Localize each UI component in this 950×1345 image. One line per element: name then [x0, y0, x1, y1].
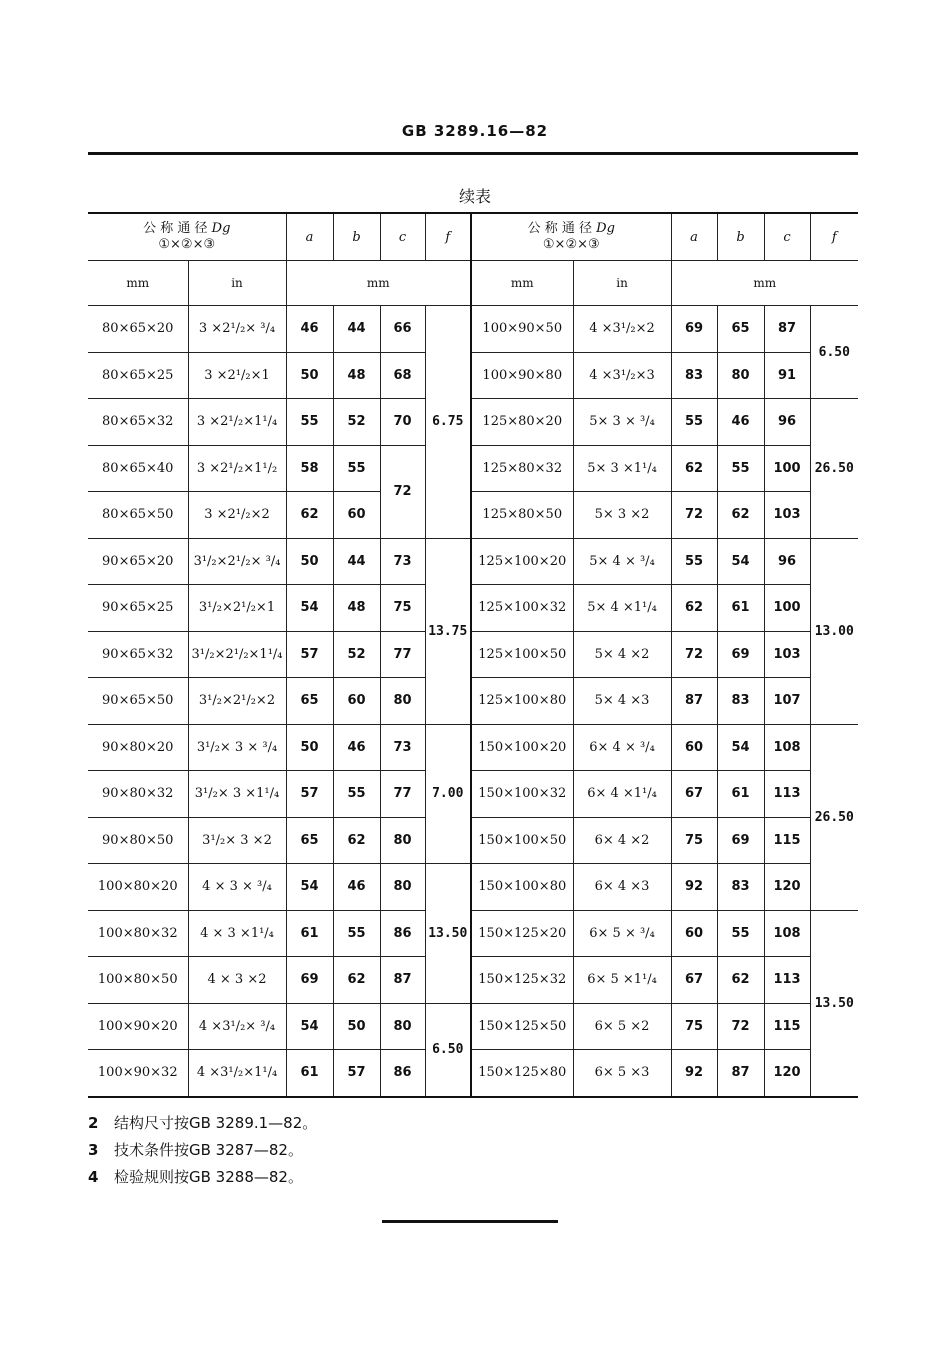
size-in: 4 ×3¹/₂×2 — [573, 306, 671, 353]
value-c: 80 — [380, 864, 425, 911]
size-in: 6× 5 × ³/₄ — [573, 910, 671, 957]
size-in: 5× 3 × ³/₄ — [573, 399, 671, 446]
value-b: 55 — [333, 910, 380, 957]
size-mm: 90×80×20 — [88, 724, 188, 771]
value-a: 58 — [286, 445, 333, 492]
table-row — [88, 771, 858, 818]
value-b: 57 — [333, 1050, 380, 1097]
value-a: 60 — [671, 724, 717, 771]
dg-symbol: Dg — [211, 221, 231, 236]
value-a: 87 — [671, 678, 717, 725]
size-in: 4 × 3 ×1¹/₄ — [188, 910, 286, 957]
note-item — [88, 1164, 317, 1191]
size-in: 5× 4 × ³/₄ — [573, 538, 671, 585]
size-in: 6× 4 ×3 — [573, 864, 671, 911]
size-in: 4 ×3¹/₂×3 — [573, 352, 671, 399]
size-in: 3 ×2¹/₂× ³/₄ — [188, 306, 286, 353]
size-mm: 150×125×50 — [471, 1003, 573, 1050]
dg-subscript: ①×②×③ — [158, 237, 216, 252]
size-in: 5× 3 ×2 — [573, 492, 671, 539]
table-row — [88, 352, 858, 399]
size-mm: 100×80×50 — [88, 957, 188, 1004]
value-c: 86 — [380, 1050, 425, 1097]
value-a: 61 — [286, 1050, 333, 1097]
value-a: 67 — [671, 771, 717, 818]
size-in: 3¹/₂× 3 ×2 — [188, 817, 286, 864]
value-c: 80 — [380, 678, 425, 725]
size-mm: 80×65×40 — [88, 445, 188, 492]
size-mm: 150×125×80 — [471, 1050, 573, 1097]
value-a: 65 — [286, 817, 333, 864]
value-b: 55 — [333, 771, 380, 818]
table-row — [88, 492, 858, 539]
unit-row — [88, 261, 858, 306]
value-b: 61 — [717, 585, 764, 632]
value-b: 62 — [333, 957, 380, 1004]
value-a: 67 — [671, 957, 717, 1004]
value-a: 57 — [286, 631, 333, 678]
value-a: 92 — [671, 864, 717, 911]
value-b: 62 — [333, 817, 380, 864]
document-header: GB 3289.16—82 — [401, 122, 549, 140]
value-c: 96 — [764, 399, 810, 446]
value-f: 7.00 — [425, 724, 471, 864]
table-row — [88, 957, 858, 1004]
size-in: 3¹/₂×2¹/₂×2 — [188, 678, 286, 725]
value-a: 92 — [671, 1050, 717, 1097]
value-f: 6.50 — [810, 306, 858, 399]
value-b: 54 — [717, 538, 764, 585]
value-a: 60 — [671, 910, 717, 957]
size-in: 4 ×3¹/₂× ³/₄ — [188, 1003, 286, 1050]
dg-label: 公 称 通 径 — [527, 221, 593, 236]
value-c: 87 — [380, 957, 425, 1004]
value-b: 55 — [333, 445, 380, 492]
value-f: 13.50 — [810, 910, 858, 1097]
value-b: 52 — [333, 399, 380, 446]
table-row — [88, 1050, 858, 1097]
size-in: 5× 3 ×1¹/₄ — [573, 445, 671, 492]
value-a: 46 — [286, 306, 333, 353]
table-caption: 续表 — [458, 187, 491, 206]
note-item — [88, 1137, 317, 1164]
note-item — [88, 1110, 317, 1137]
value-a: 75 — [671, 817, 717, 864]
value-b: 55 — [717, 445, 764, 492]
size-mm: 90×80×50 — [88, 817, 188, 864]
col-b-header: b — [717, 213, 764, 261]
table-row — [88, 445, 858, 492]
dimension-table — [88, 212, 858, 1098]
left-dg-header — [88, 213, 286, 261]
size-in: 6× 5 ×2 — [573, 1003, 671, 1050]
value-a: 62 — [671, 445, 717, 492]
size-in: 3 ×2¹/₂×1¹/₄ — [188, 399, 286, 446]
dg-symbol: Dg — [596, 221, 615, 236]
size-in: 5× 4 ×3 — [573, 678, 671, 725]
table-row — [88, 910, 858, 957]
value-f: 6.50 — [425, 1003, 471, 1097]
size-in: 5× 4 ×1¹/₄ — [573, 585, 671, 632]
col-c-header: c — [764, 213, 810, 261]
value-c: 73 — [380, 724, 425, 771]
value-b: 48 — [333, 585, 380, 632]
value-b: 52 — [333, 631, 380, 678]
size-in: 5× 4 ×2 — [573, 631, 671, 678]
size-mm: 90×65×20 — [88, 538, 188, 585]
size-in: 6× 5 ×3 — [573, 1050, 671, 1097]
value-c: 86 — [380, 910, 425, 957]
col-c-header: c — [380, 213, 425, 261]
col-f-header: f — [810, 213, 858, 261]
value-b: 48 — [333, 352, 380, 399]
size-mm: 150×125×20 — [471, 910, 573, 957]
right-dg-header — [471, 213, 671, 261]
value-a: 57 — [286, 771, 333, 818]
value-f: 13.75 — [425, 538, 471, 724]
value-a: 83 — [671, 352, 717, 399]
size-mm: 80×65×50 — [88, 492, 188, 539]
table-row — [88, 724, 858, 771]
value-c: 108 — [764, 724, 810, 771]
value-a: 65 — [286, 678, 333, 725]
value-b: 72 — [717, 1003, 764, 1050]
size-mm: 125×100×80 — [471, 678, 573, 725]
table-row — [88, 585, 858, 632]
table-row — [88, 399, 858, 446]
value-b: 50 — [333, 1003, 380, 1050]
unit-mm-dims: mm — [671, 261, 858, 306]
value-f: 6.75 — [425, 306, 471, 539]
dg-subscript: ①×②×③ — [542, 237, 600, 252]
size-in: 3 ×2¹/₂×2 — [188, 492, 286, 539]
size-mm: 125×80×50 — [471, 492, 573, 539]
size-mm: 125×80×32 — [471, 445, 573, 492]
value-a: 75 — [671, 1003, 717, 1050]
table-row — [88, 631, 858, 678]
value-a: 69 — [671, 306, 717, 353]
value-a: 50 — [286, 352, 333, 399]
size-in: 6× 4 × ³/₄ — [573, 724, 671, 771]
value-a: 62 — [286, 492, 333, 539]
value-b: 60 — [333, 678, 380, 725]
value-c: 80 — [380, 817, 425, 864]
value-b: 60 — [333, 492, 380, 539]
value-c: 100 — [764, 445, 810, 492]
header-rule — [88, 152, 858, 155]
value-c: 120 — [764, 864, 810, 911]
value-f: 13.50 — [425, 864, 471, 1004]
size-in: 4 × 3 × ³/₄ — [188, 864, 286, 911]
value-b: 44 — [333, 538, 380, 585]
value-a: 54 — [286, 864, 333, 911]
value-c: 120 — [764, 1050, 810, 1097]
value-c: 77 — [380, 631, 425, 678]
value-b: 54 — [717, 724, 764, 771]
size-in: 3 ×2¹/₂×1 — [188, 352, 286, 399]
value-c: 113 — [764, 771, 810, 818]
size-in: 3¹/₂×2¹/₂×1 — [188, 585, 286, 632]
unit-mm: mm — [471, 261, 573, 306]
value-a: 62 — [671, 585, 717, 632]
size-mm: 150×100×32 — [471, 771, 573, 818]
value-b: 65 — [717, 306, 764, 353]
value-c: 108 — [764, 910, 810, 957]
table-row — [88, 817, 858, 864]
header-row — [88, 213, 858, 261]
size-in: 6× 5 ×1¹/₄ — [573, 957, 671, 1004]
size-in: 6× 4 ×2 — [573, 817, 671, 864]
note-number: 3 — [88, 1141, 99, 1159]
value-c: 73 — [380, 538, 425, 585]
value-a: 55 — [286, 399, 333, 446]
value-b: 69 — [717, 631, 764, 678]
value-a: 55 — [671, 538, 717, 585]
value-c: 100 — [764, 585, 810, 632]
value-a: 54 — [286, 1003, 333, 1050]
size-mm: 100×90×80 — [471, 352, 573, 399]
size-mm: 80×65×25 — [88, 352, 188, 399]
value-c: 91 — [764, 352, 810, 399]
size-mm: 125×80×20 — [471, 399, 573, 446]
size-in: 3¹/₂×2¹/₂× ³/₄ — [188, 538, 286, 585]
size-mm: 80×65×32 — [88, 399, 188, 446]
table-row — [88, 678, 858, 725]
col-a-header: a — [671, 213, 717, 261]
value-b: 46 — [333, 864, 380, 911]
size-mm: 150×125×32 — [471, 957, 573, 1004]
value-c: 75 — [380, 585, 425, 632]
size-mm: 100×80×32 — [88, 910, 188, 957]
value-c: 70 — [380, 399, 425, 446]
value-b: 44 — [333, 306, 380, 353]
note-number: 2 — [88, 1114, 99, 1132]
size-mm: 125×100×50 — [471, 631, 573, 678]
value-c: 113 — [764, 957, 810, 1004]
value-a: 72 — [671, 492, 717, 539]
value-b: 83 — [717, 864, 764, 911]
size-mm: 100×90×20 — [88, 1003, 188, 1050]
note-number: 4 — [88, 1168, 99, 1186]
dg-label: 公 称 通 径 — [143, 221, 208, 236]
value-b: 62 — [717, 492, 764, 539]
size-mm: 150×100×80 — [471, 864, 573, 911]
value-c: 103 — [764, 631, 810, 678]
value-c: 107 — [764, 678, 810, 725]
size-mm: 90×65×50 — [88, 678, 188, 725]
value-f: 13.00 — [810, 538, 858, 724]
unit-in: in — [188, 261, 286, 306]
size-mm: 150×100×20 — [471, 724, 573, 771]
value-c: 115 — [764, 817, 810, 864]
value-a: 50 — [286, 538, 333, 585]
size-mm: 125×100×32 — [471, 585, 573, 632]
size-mm: 90×80×32 — [88, 771, 188, 818]
unit-in: in — [573, 261, 671, 306]
value-c: 96 — [764, 538, 810, 585]
size-mm: 80×65×20 — [88, 306, 188, 353]
note-text: 结构尺寸按GB 3289.1—82。 — [114, 1114, 318, 1132]
value-b: 46 — [333, 724, 380, 771]
size-mm: 100×80×20 — [88, 864, 188, 911]
note-text: 检验规则按GB 3288—82。 — [114, 1168, 303, 1186]
value-f: 26.50 — [810, 399, 858, 539]
value-c: 68 — [380, 352, 425, 399]
col-b-header: b — [333, 213, 380, 261]
value-a: 72 — [671, 631, 717, 678]
size-mm: 150×100×50 — [471, 817, 573, 864]
value-c: 87 — [764, 306, 810, 353]
value-b: 62 — [717, 957, 764, 1004]
note-text: 技术条件按GB 3287—82。 — [114, 1141, 303, 1159]
value-a: 61 — [286, 910, 333, 957]
value-b: 80 — [717, 352, 764, 399]
value-f: 26.50 — [810, 724, 858, 910]
footer-rule — [382, 1220, 558, 1223]
unit-mm: mm — [88, 261, 188, 306]
table-row — [88, 864, 858, 911]
col-f-header: f — [425, 213, 471, 261]
size-mm: 100×90×32 — [88, 1050, 188, 1097]
size-in: 3¹/₂× 3 × ³/₄ — [188, 724, 286, 771]
value-c: 77 — [380, 771, 425, 818]
size-mm: 90×65×25 — [88, 585, 188, 632]
table-row — [88, 538, 858, 585]
size-in: 3¹/₂× 3 ×1¹/₄ — [188, 771, 286, 818]
size-in: 3¹/₂×2¹/₂×1¹/₄ — [188, 631, 286, 678]
value-b: 46 — [717, 399, 764, 446]
value-b: 61 — [717, 771, 764, 818]
value-b: 83 — [717, 678, 764, 725]
unit-mm-dims: mm — [286, 261, 471, 306]
value-a: 50 — [286, 724, 333, 771]
size-in: 4 ×3¹/₂×1¹/₄ — [188, 1050, 286, 1097]
size-mm: 125×100×20 — [471, 538, 573, 585]
value-b: 87 — [717, 1050, 764, 1097]
value-c: 72 — [380, 445, 425, 538]
size-mm: 100×90×50 — [471, 306, 573, 353]
value-c: 103 — [764, 492, 810, 539]
size-in: 4 × 3 ×2 — [188, 957, 286, 1004]
value-a: 54 — [286, 585, 333, 632]
value-a: 55 — [671, 399, 717, 446]
col-a-header: a — [286, 213, 333, 261]
value-c: 80 — [380, 1003, 425, 1050]
value-b: 55 — [717, 910, 764, 957]
table-row — [88, 1003, 858, 1050]
size-in: 3 ×2¹/₂×1¹/₂ — [188, 445, 286, 492]
value-a: 69 — [286, 957, 333, 1004]
size-in: 6× 4 ×1¹/₄ — [573, 771, 671, 818]
value-b: 69 — [717, 817, 764, 864]
size-mm: 90×65×32 — [88, 631, 188, 678]
notes-list — [88, 1110, 317, 1191]
value-c: 66 — [380, 306, 425, 353]
table-row — [88, 306, 858, 353]
value-c: 115 — [764, 1003, 810, 1050]
